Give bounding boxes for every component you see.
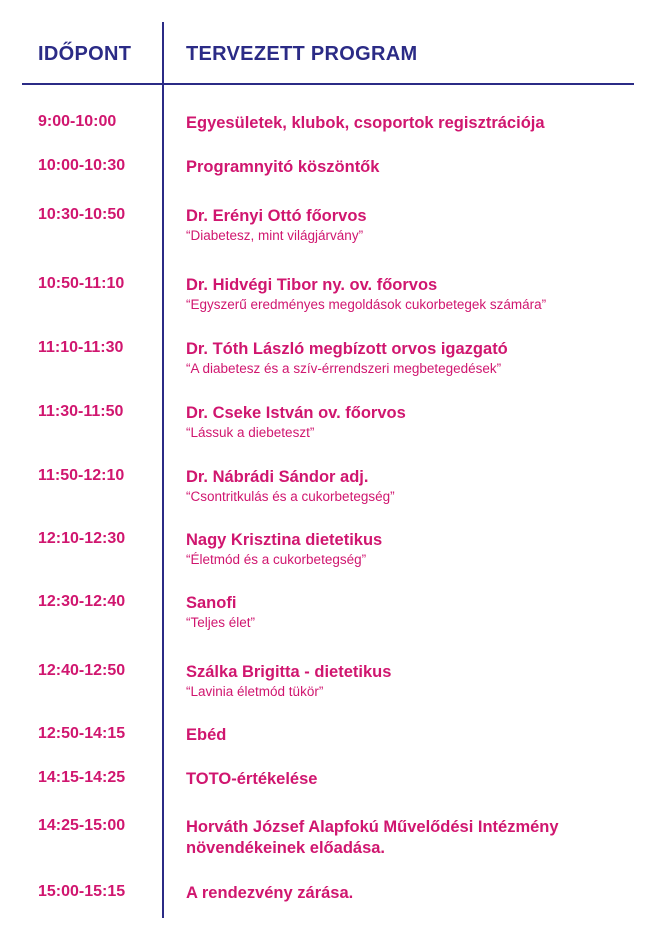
row-subtitle: “A diabetesz és a szív-érrendszeri megbetegedések” [186,361,502,376]
row-subtitle: “Diabetesz, mint világjárvány” [186,228,364,243]
row-time: 12:30-12:40 [38,593,126,610]
row-title: Dr. Nábrádi Sándor adj. [186,468,369,486]
row-time: 15:00-15:15 [38,883,126,900]
row-title: Dr. Erényi Ottó főorvos [186,207,367,225]
row-time: 11:50-12:10 [38,467,125,484]
row-time: 10:30-10:50 [38,206,126,223]
row-subtitle: “Lavinia életmód tükör” [186,684,324,699]
row-title: Dr. Cseke István ov. főorvos [186,404,406,422]
row-title: Dr. Tóth László megbízott orvos igazgató [186,340,508,358]
row-title: A rendezvény zárása. [186,884,354,902]
row-time: 12:10-12:30 [38,530,126,547]
row-title: Dr. Hidvégi Tibor ny. ov. főorvos [186,276,438,294]
row-time: 10:00-10:30 [38,157,126,174]
row-title: Programnyitó köszöntők [186,158,380,176]
row-subtitle: “Teljes élet” [186,615,256,630]
row-time: 14:15-14:25 [38,769,126,786]
header-program: TERVEZETT PROGRAM [186,43,418,65]
row-time: 10:50-11:10 [38,275,125,292]
row-subtitle: “Egyszerű eredményes megoldások cukorbetegek számára” [186,297,547,312]
row-subtitle: “Életmód és a cukorbetegség” [186,552,367,567]
row-time: 14:25-15:00 [38,817,126,834]
header-divider [22,83,634,85]
row-title: Sanofi [186,594,237,612]
row-title: Ebéd [186,726,227,744]
row-time: 9:00-10:00 [38,113,117,130]
column-divider-vertical [162,22,164,918]
row-time: 12:40-12:50 [38,662,126,679]
row-time: 12:50-14:15 [38,725,126,742]
row-time: 11:10-11:30 [38,339,124,356]
row-title: Nagy Krisztina dietetikus [186,531,383,549]
header-time: IDŐPONT [38,43,132,65]
row-title: TOTO-értékelése [186,770,318,788]
row-subtitle: “Csontritkulás és a cukorbetegség” [186,489,395,504]
row-title: Horváth József Alapfokú Művelődési Intézmény növendékeinek előadása. [186,818,559,857]
row-time: 11:30-11:50 [38,403,124,420]
row-title: Szálka Brigitta - dietetikus [186,663,392,681]
row-subtitle: “Lássuk a diebeteszt” [186,425,315,440]
row-title: Egyesületek, klubok, csoportok regisztrációja [186,114,545,132]
